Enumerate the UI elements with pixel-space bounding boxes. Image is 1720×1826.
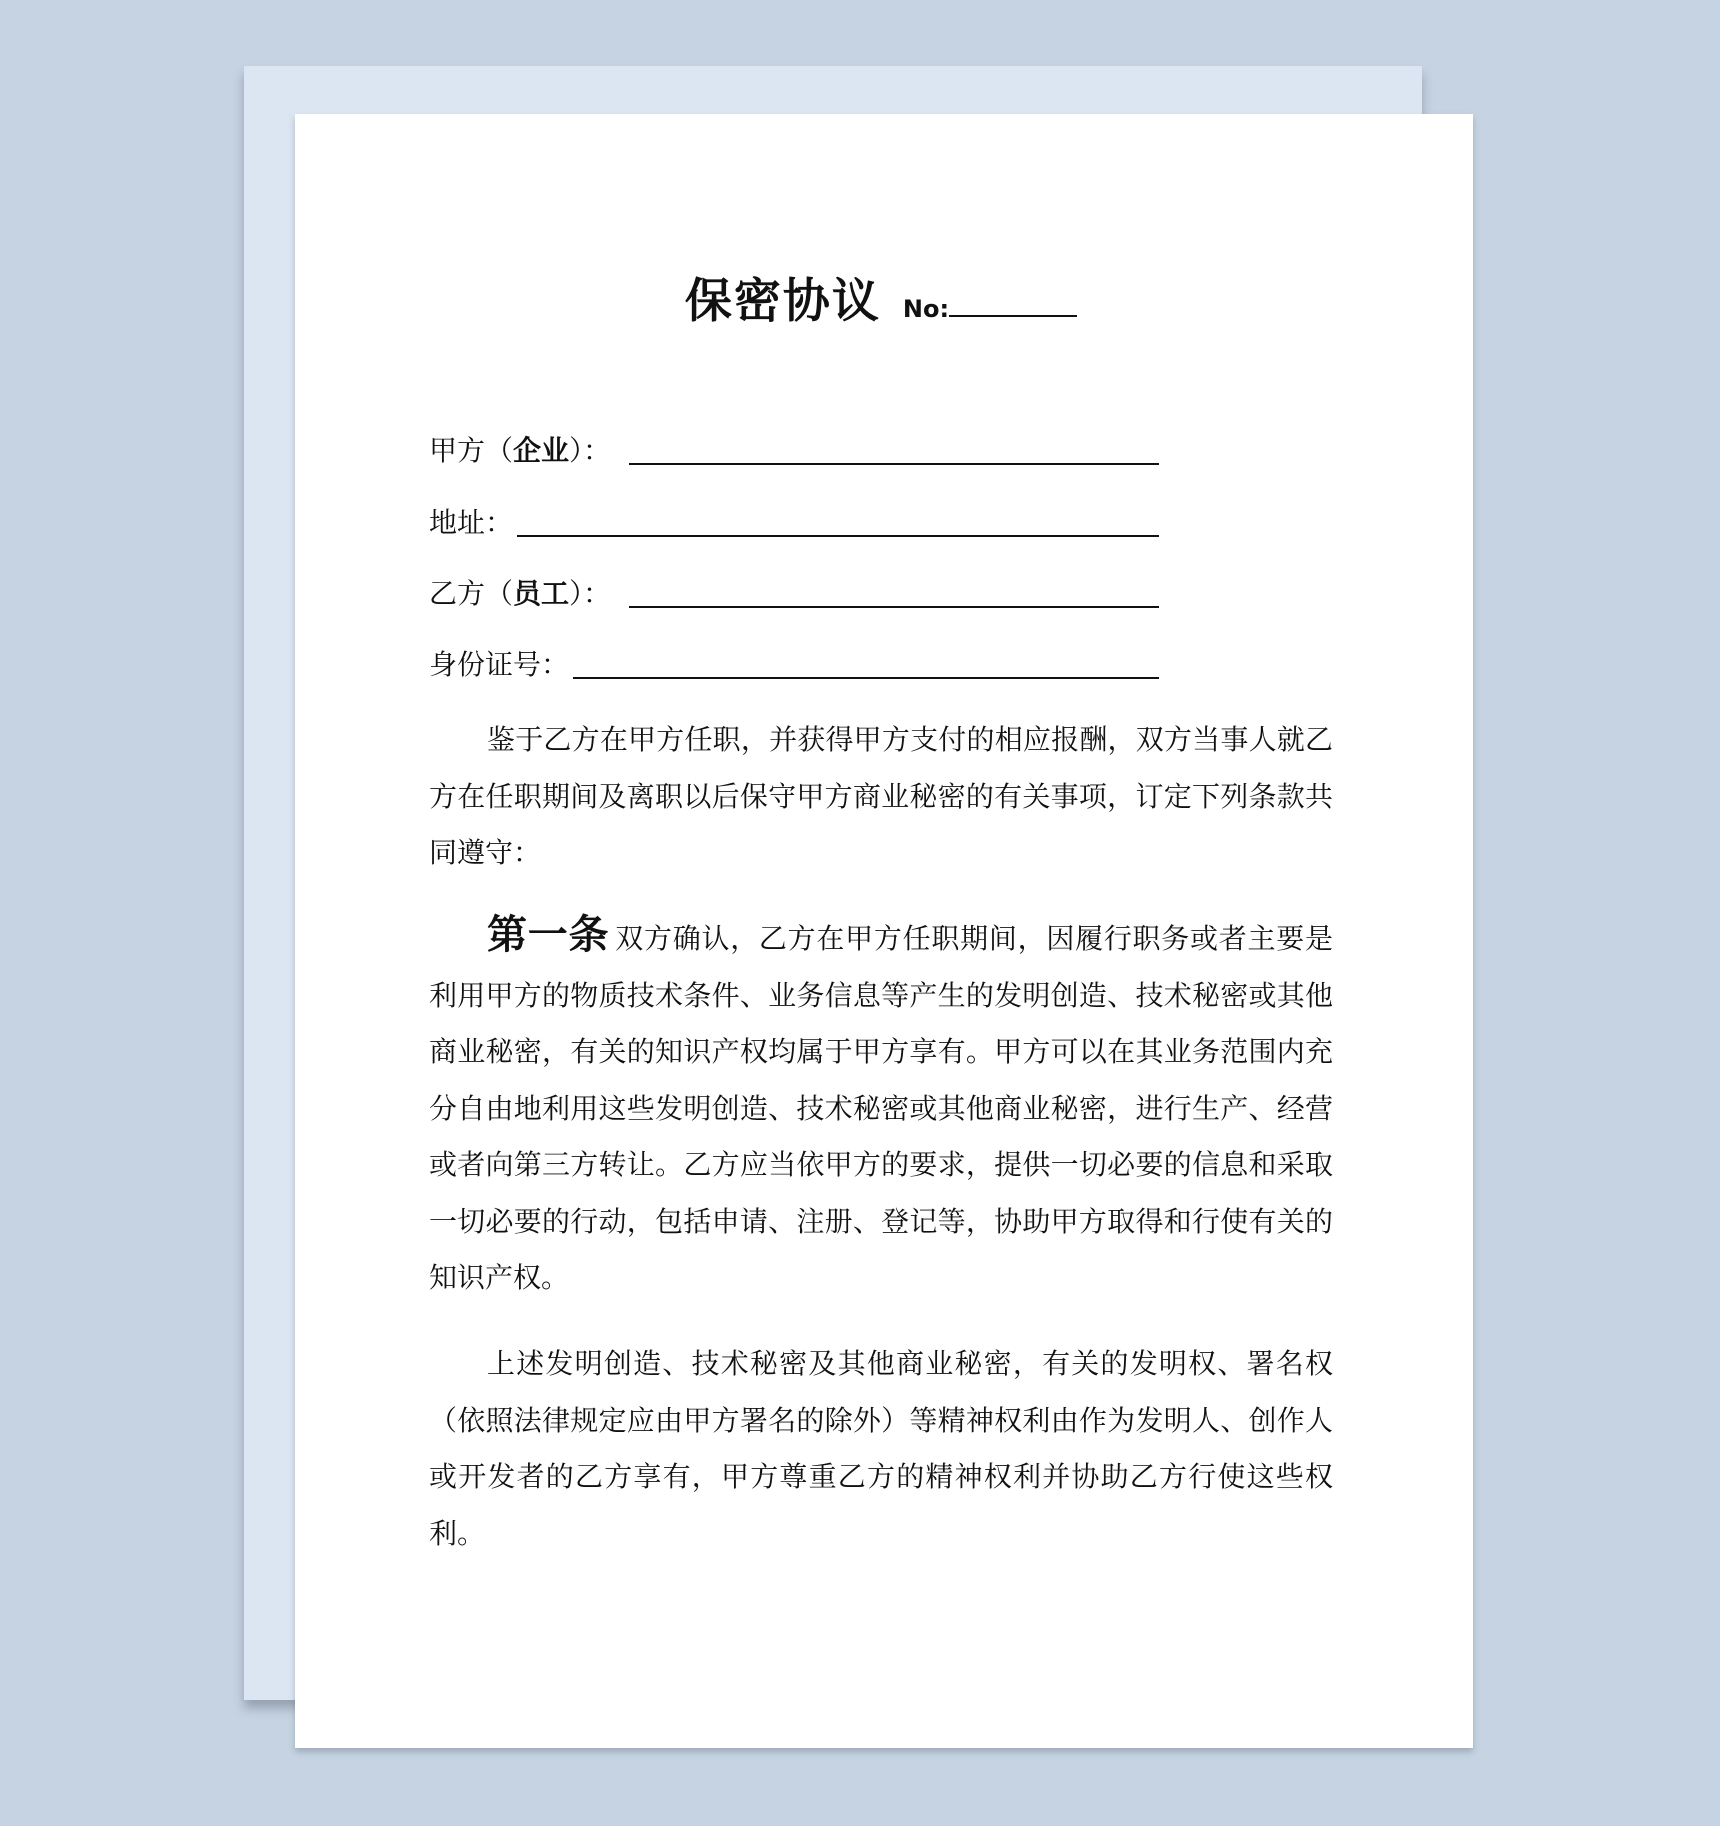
document-number-label: No: <box>902 295 950 323</box>
front-page-sheet <box>295 114 1473 1748</box>
party-b-type: 员工 <box>513 577 570 610</box>
address-label: 地址： <box>429 506 514 539</box>
document-number-blank <box>949 313 1077 317</box>
party-a-type: 企业 <box>513 434 570 467</box>
party-b-prefix: 乙方（ <box>429 577 514 610</box>
party-a-prefix: 甲方（ <box>429 434 514 467</box>
document-title: 保密协议 <box>684 274 881 329</box>
address-field <box>429 501 1159 541</box>
party-b-blank-line <box>629 606 1159 608</box>
article-1-paragraph <box>429 907 1333 1307</box>
article-1-heading: 第一条 <box>487 912 610 958</box>
id-number-label: 身份证号： <box>429 648 570 681</box>
party-a-suffix: ）： <box>569 434 612 467</box>
id-number-field <box>429 643 1159 683</box>
party-a-blank-line <box>629 463 1159 465</box>
title-row <box>429 264 1333 331</box>
address-blank-line <box>517 535 1159 537</box>
preamble-paragraph: 鉴于乙方在甲方任职，并获得甲方支付的相应报酬，双方当事人就乙方在任职期间及离职以后保守甲方商业秘密的有关事项，订定下列条款共同遵守： <box>429 723 1333 869</box>
party-b-field <box>429 572 1159 612</box>
party-b-suffix: ）： <box>569 577 612 610</box>
article-1-text: 双方确认，乙方在甲方任职期间，因履行职务或者主要是利用甲方的物质技术条件、业务信息等产生的发明创造、技术秘密或其他商业秘密，有关的知识产权均属于甲方享有。甲方可以在其业务范围内充分自由地利用这些发明创造、技术秘密或其他商业秘密，进行生产、经营或者向第三方转让。乙方应当依甲方的要求，提供一切必要的信息和采取一切必要的行动，包括申请、注册、登记等，协助甲方取得和行使有关的知识产权。 <box>429 922 1334 1294</box>
id-number-blank-line <box>573 677 1159 679</box>
party-a-field <box>429 429 1159 469</box>
article-1-paragraph-2: 上述发明创造、技术秘密及其他商业秘密，有关的发明权、署名权（依照法律规定应由甲方署名的除外）等精神权利由作为发明人、创作人或开发者的乙方享有，甲方尊重乙方的精神权利并协助乙方行使这些权利。 <box>429 1347 1333 1550</box>
